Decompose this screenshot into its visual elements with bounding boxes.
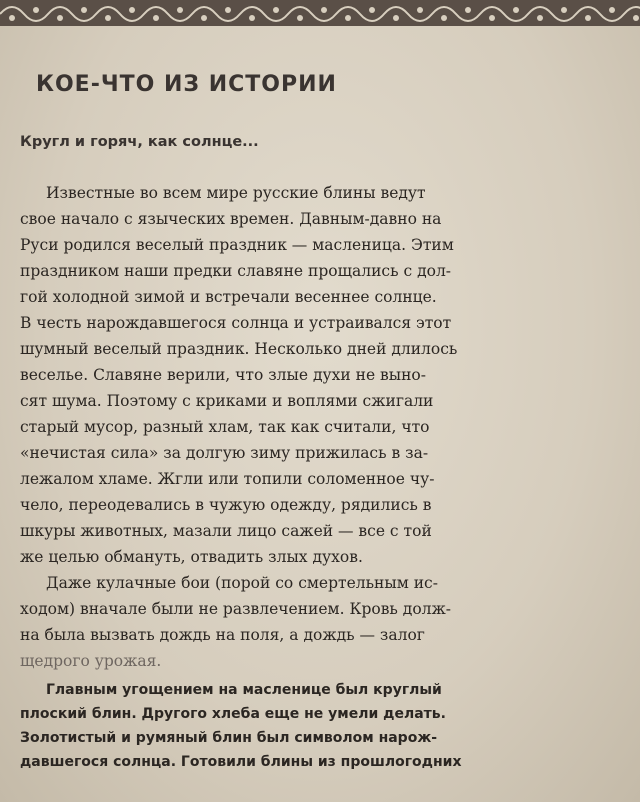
text-line: праздником наши предки славяне прощались с дол-: [20, 262, 452, 280]
text-line: веселье. Славяне верили, что злые духи не выно-: [20, 366, 427, 384]
text-line: Даже кулачные бои (порой со смертельным ис-: [46, 574, 438, 592]
text-line: Главным угощением на масленице был круглый: [46, 682, 442, 698]
decorative-border: [0, 0, 640, 26]
text-line: Золотистый и румяный блин был символом нарож-: [20, 730, 438, 746]
text-line: свое начало с языческих времен. Давным-давно на: [20, 210, 442, 228]
text-line: же целью обмануть, отвадить злых духов.: [20, 548, 363, 566]
text-line: шкуры животных, мазали лицо сажей — все с той: [20, 522, 432, 540]
text-line: В честь нарождавшегося солнца и устраивался этот: [20, 314, 452, 332]
section-heading: КОЕ-ЧТО ИЗ ИСТОРИИ: [36, 72, 337, 97]
text-line: лежалом хламе. Жгли или топили соломенное чу-: [20, 470, 435, 488]
text-line: давшегося солнца. Готовили блины из прошлогодних: [20, 754, 462, 770]
text-line: Руси родился веселый праздник — масленица. Этим: [20, 236, 454, 254]
text-line: щедрого урожая.: [20, 652, 162, 670]
text-line: гой холодной зимой и встречали весеннее солнце.: [20, 288, 437, 306]
text-line: «нечистая сила» за долгую зиму прижилась в за-: [20, 444, 429, 462]
text-line: старый мусор, разный хлам, так как считали, что: [20, 418, 430, 436]
text-line: плоский блин. Другого хлеба еще не умели делать.: [20, 706, 446, 722]
text-line: Известные во всем мире русские блины ведут: [46, 184, 426, 202]
text-line: чело, переодевались в чужую одежду, рядились в: [20, 496, 432, 514]
text-line: шумный веселый праздник. Несколько дней длилось: [20, 340, 458, 358]
section-subheading: Кругл и горяч, как солнце...: [20, 134, 259, 150]
text-line: ходом) вначале были не развлечением. Кровь долж-: [20, 600, 452, 618]
text-line: на была вызвать дождь на поля, а дождь — залог: [20, 626, 425, 644]
text-line: сят шума. Поэтому с криками и воплями сжигали: [20, 392, 434, 410]
